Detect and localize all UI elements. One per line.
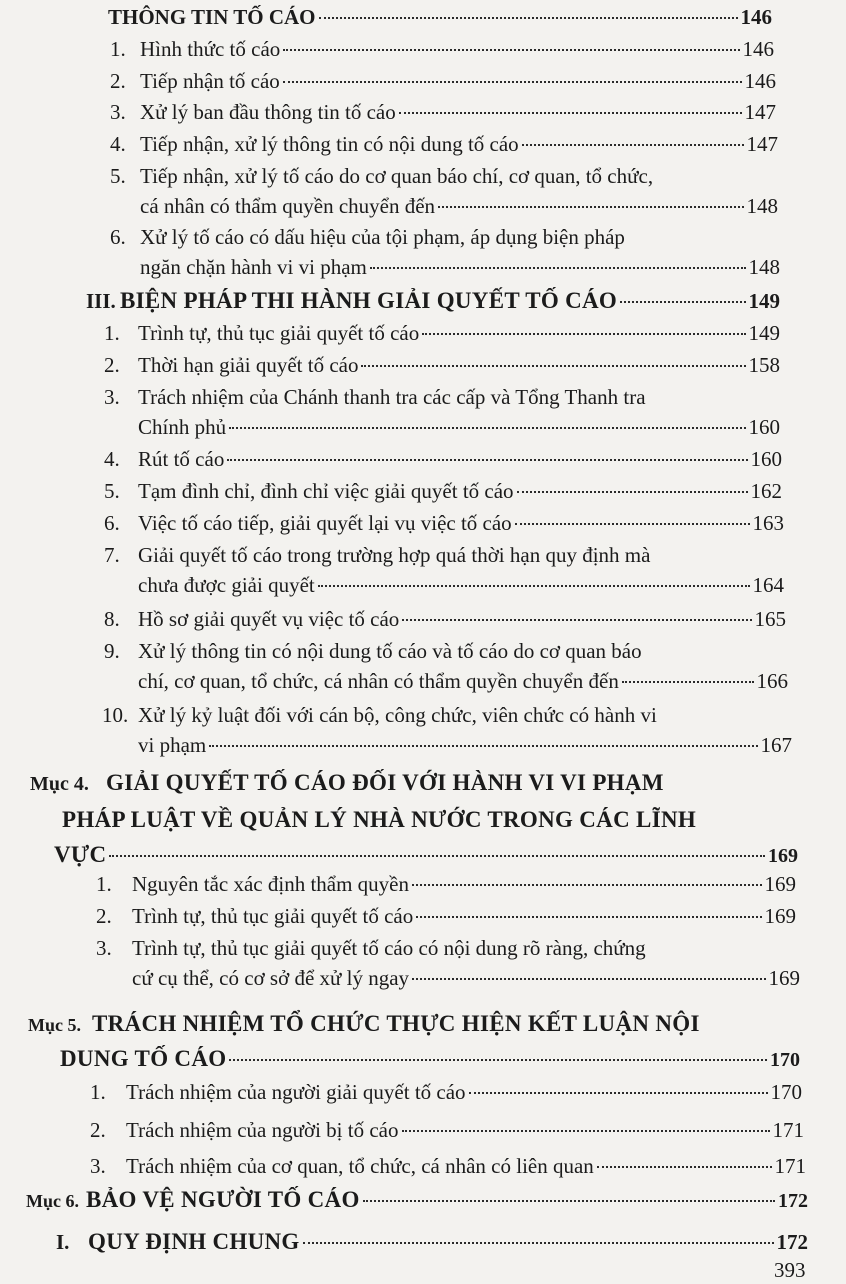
toc-page: 171 (772, 1118, 804, 1142)
toc-label: GIẢI QUYẾT TỐ CÁO ĐỐI VỚI HÀNH VI VI PHẠM (106, 770, 664, 795)
toc-label: Trình tự, thủ tục giải quyết tố cáo (132, 904, 414, 928)
toc-label: Trình tự, thủ tục giải quyết tố cáo có nội dung rõ ràng, chứng (132, 936, 646, 960)
dot-leader (227, 459, 747, 461)
toc-chapter-heading (28, 1007, 800, 1077)
toc-entry (90, 1077, 802, 1107)
toc-label-continued: vi phạm (138, 733, 207, 757)
toc-label: Nguyên tắc xác định thẩm quyền (132, 872, 409, 896)
toc-page: 163 (752, 511, 784, 535)
toc-page: 169 (764, 904, 796, 928)
toc-number: 1. (104, 321, 120, 345)
toc-number: 10. (102, 703, 129, 727)
toc-entry (90, 1151, 806, 1181)
toc-number: 3. (104, 385, 120, 409)
toc-page: 149 (748, 321, 780, 345)
toc-entry (102, 700, 792, 760)
toc-label: QUY ĐỊNH CHUNG (88, 1229, 300, 1254)
toc-entry (104, 476, 782, 506)
dot-leader (283, 81, 742, 83)
toc-label-continued: cá nhân có thẩm quyền chuyển đến (140, 194, 436, 218)
toc-page: 148 (746, 194, 778, 218)
toc-page: 169 (768, 966, 800, 990)
toc-entry (104, 508, 784, 538)
dot-leader (402, 1130, 770, 1132)
dot-leader (412, 978, 765, 980)
toc-label: Thời hạn giải quyết tố cáo (138, 353, 359, 377)
toc-page: 162 (750, 479, 782, 503)
toc-chapter-heading (30, 765, 798, 874)
toc-number: 3. (110, 100, 126, 124)
dot-leader (209, 745, 757, 747)
dot-leader (469, 1092, 768, 1094)
dot-leader (597, 1166, 772, 1168)
toc-label-continued: VỰC (54, 842, 107, 867)
dot-leader (422, 333, 745, 335)
toc-entry (110, 161, 778, 221)
toc-page: 166 (756, 669, 788, 693)
toc-number: 3. (96, 936, 112, 960)
toc-label: Rút tố cáo (138, 447, 225, 471)
toc-entry (104, 350, 780, 380)
toc-entry (108, 2, 772, 32)
toc-number: 1. (110, 37, 126, 61)
page-number: 393 (774, 1258, 806, 1282)
dot-leader (319, 17, 738, 19)
dot-leader (109, 855, 765, 857)
dot-leader (361, 365, 745, 367)
dot-leader (515, 523, 750, 525)
toc-section-heading (86, 286, 780, 316)
toc-entry (104, 604, 786, 634)
toc-section-heading (56, 1226, 808, 1258)
toc-entry (110, 222, 780, 282)
toc-number: Mục 5. (28, 1015, 81, 1035)
dot-leader (416, 916, 761, 918)
toc-label-continued: ngăn chặn hành vi vi phạm (140, 255, 367, 279)
dot-leader (438, 206, 743, 208)
toc-number: 1. (96, 872, 112, 896)
toc-page: 149 (748, 289, 780, 313)
dot-leader (363, 1200, 775, 1202)
toc-label: Tiếp nhận, xử lý tố cáo do cơ quan báo chí, cơ quan, tổ chức, (140, 164, 654, 188)
toc-label: Tạm đình chỉ, đình chỉ việc giải quyết tố cáo (138, 479, 514, 503)
toc-label: THÔNG TIN TỐ CÁO (108, 5, 316, 29)
toc-page: 146 (742, 37, 774, 61)
toc-entry (104, 318, 780, 348)
toc-label: Trách nhiệm của Chánh thanh tra các cấp và Tổng Thanh tra (138, 385, 646, 409)
dot-leader (303, 1242, 774, 1244)
toc-label: Xử lý tố cáo có dấu hiệu của tội phạm, áp dụng biện pháp (140, 225, 625, 249)
toc-entry (90, 1115, 804, 1145)
toc-entry (104, 382, 780, 442)
dot-leader (620, 301, 745, 303)
toc-label-continued: chí, cơ quan, tổ chức, cá nhân có thẩm quyền chuyển đến (138, 669, 619, 693)
toc-entry (110, 34, 774, 64)
toc-page: 170 (770, 1080, 802, 1104)
toc-page: 169 (768, 845, 798, 867)
toc-label-continued: Chính phủ (138, 415, 227, 439)
toc-entry (96, 869, 796, 899)
toc-entry (110, 129, 778, 159)
toc-page: 170 (770, 1049, 800, 1071)
toc-number: 5. (110, 164, 126, 188)
dot-leader (370, 267, 746, 269)
toc-number: 5. (104, 479, 120, 503)
toc-label-continued: DUNG TỐ CÁO (60, 1046, 227, 1071)
dot-leader (318, 585, 750, 587)
toc-entry (96, 933, 800, 993)
toc-label: TRÁCH NHIỆM TỔ CHỨC THỰC HIỆN KẾT LUẬN NỘI (92, 1011, 700, 1036)
dot-leader (283, 49, 739, 51)
toc-label: Hồ sơ giải quyết vụ việc tố cáo (138, 607, 400, 631)
toc-page: 146 (740, 5, 772, 29)
toc-page: 147 (746, 132, 778, 156)
toc-page: 147 (744, 100, 776, 124)
toc-label: Trách nhiệm của người bị tố cáo (126, 1118, 399, 1142)
toc-page: 172 (776, 1230, 808, 1254)
toc-number: 8. (104, 607, 120, 631)
dot-leader (229, 427, 745, 429)
toc-entry (104, 444, 782, 474)
toc-number: 3. (90, 1154, 106, 1178)
toc-page: 160 (750, 447, 782, 471)
toc-number: Mục 4. (30, 773, 89, 795)
toc-entry (110, 97, 776, 127)
dot-leader (412, 884, 762, 886)
toc-number: III. (86, 289, 116, 313)
toc-label-continued: chưa được giải quyết (138, 573, 315, 597)
toc-label: Trách nhiệm của người giải quyết tố cáo (126, 1080, 466, 1104)
toc-number: 2. (110, 69, 126, 93)
toc-label: BIỆN PHÁP THI HÀNH GIẢI QUYẾT TỐ CÁO (120, 288, 618, 313)
dot-leader (522, 144, 744, 146)
toc-page: 165 (754, 607, 786, 631)
toc-page: 158 (748, 353, 780, 377)
toc-number: 4. (110, 132, 126, 156)
toc-number: 2. (90, 1118, 106, 1142)
toc-number: 6. (110, 225, 126, 249)
toc-label-continued: cứ cụ thể, có cơ sở để xử lý ngay (132, 966, 410, 990)
toc-label: Trách nhiệm của cơ quan, tổ chức, cá nhân có liên quan (126, 1154, 594, 1178)
toc-entry (104, 540, 784, 600)
toc-number: I. (56, 1230, 70, 1254)
toc-page: 169 (764, 872, 796, 896)
toc-entry (104, 636, 788, 696)
toc-number: 1. (90, 1080, 106, 1104)
toc-label: Việc tố cáo tiếp, giải quyết lại vụ việc tố cáo (138, 511, 512, 535)
toc-page: 171 (774, 1154, 806, 1178)
toc-label-continued: PHÁP LUẬT VỀ QUẢN LÝ NHÀ NƯỚC TRONG CÁC LĨNH (62, 807, 697, 832)
dot-leader (622, 681, 754, 683)
toc-label: Xử lý thông tin có nội dung tố cáo và tố cáo do cơ quan báo (138, 639, 642, 663)
toc-page: 148 (748, 255, 780, 279)
toc-page: 172 (778, 1190, 808, 1212)
toc-chapter-heading (26, 1183, 808, 1218)
dot-leader (402, 619, 751, 621)
toc-page: 164 (752, 573, 784, 597)
toc-entry (96, 901, 796, 931)
toc-label: Xử lý ban đầu thông tin tố cáo (140, 100, 396, 124)
toc-number: 6. (104, 511, 120, 535)
dot-leader (399, 112, 742, 114)
toc-page: 146 (744, 69, 776, 93)
toc-number: Mục 6. (26, 1191, 79, 1211)
toc-label: Tiếp nhận tố cáo (140, 69, 280, 93)
toc-label: Tiếp nhận, xử lý thông tin có nội dung tố cáo (140, 132, 519, 156)
toc-page: 160 (748, 415, 780, 439)
dot-leader (229, 1059, 767, 1061)
toc-label: Xử lý kỷ luật đối với cán bộ, công chức, viên chức có hành vi (138, 703, 657, 727)
toc-number: 7. (104, 543, 120, 567)
toc-number: 2. (96, 904, 112, 928)
toc-entry (110, 66, 776, 96)
toc-label: Giải quyết tố cáo trong trường hợp quá thời hạn quy định mà (138, 543, 651, 567)
toc-number: 9. (104, 639, 120, 663)
toc-label: Trình tự, thủ tục giải quyết tố cáo (138, 321, 420, 345)
dot-leader (517, 491, 748, 493)
toc-label: BẢO VỆ NGƯỜI TỐ CÁO (86, 1187, 360, 1212)
toc-number: 4. (104, 447, 120, 471)
toc-label: Hình thức tố cáo (140, 37, 281, 61)
toc-number: 2. (104, 353, 120, 377)
toc-page: 167 (760, 733, 792, 757)
